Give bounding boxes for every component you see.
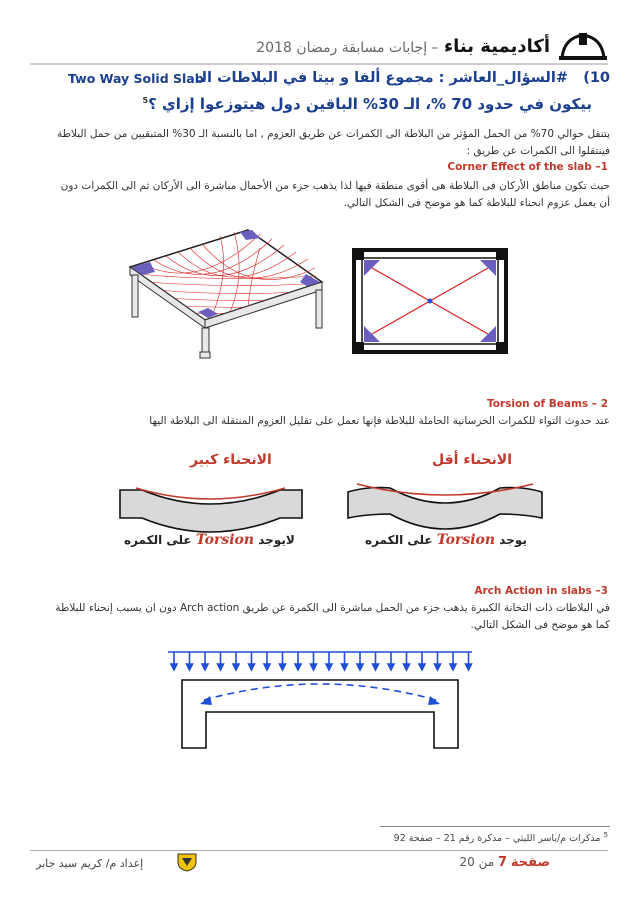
- question-line-1: [60, 70, 610, 96]
- footnote-number: 5: [603, 831, 608, 839]
- arch-action-figure: [160, 640, 480, 750]
- load-arrow-head: [435, 664, 441, 670]
- section-3-title: Arch Action in slabs –3: [474, 585, 608, 597]
- caption-with-torsion: يوجد: [499, 533, 527, 547]
- caption-no-torsion: لايوجد: [258, 533, 295, 547]
- brand-name: أكاديمية بناء: [443, 36, 550, 57]
- less-bending-label: الانحناء أقل: [432, 452, 513, 468]
- page-indicator: [459, 855, 550, 870]
- section-1-body: حيث تكون مناطق الأركان فى البلاطة هى أقوى منطقة فيها لذا يذهب جزء من الأحمال مباشرة الى الأركان ثم الى الكمرات دون أن يعمل عزوم انحناء للبلاطة كما هو موضح فى الشكل التالي.: [60, 180, 610, 209]
- question-line-2: [143, 95, 592, 113]
- section-1-title: Corner Effect of the slab –1: [447, 161, 608, 173]
- question-subtitle: بيكون في حدود 70 %، الـ 30% الباقين دول هيتوزعوا إزاي ؟: [148, 95, 592, 113]
- question-number: (10: [583, 70, 610, 86]
- load-arrow-head: [404, 664, 410, 670]
- header-subtitle: – إجابات مسابقة رمضان 2018: [256, 40, 439, 56]
- page-number: 7: [497, 855, 507, 870]
- footnote-marker: 5: [142, 96, 149, 105]
- intro-paragraph: يتنقل حوالي 70% من الحمل المؤثر من البلاطة الى الكمرات عن طريق العزوم , اما بالنسبة الـ 30% المتبقيين من حمل البلاطة فينتقلوا الى الكمرات عن طريق :: [57, 128, 610, 157]
- crest-icon: [176, 852, 198, 872]
- header-divider: [30, 63, 608, 65]
- header-title: [256, 36, 550, 57]
- torsion-word-right: Torsion: [195, 532, 255, 548]
- load-arrow-head: [357, 664, 363, 670]
- caption-on-beam-right: على الكمره: [124, 533, 192, 547]
- question-title-en: Two Way Solid Slab: [68, 71, 204, 86]
- torsion-word-left: Torsion: [436, 532, 496, 548]
- footer-divider: [30, 850, 608, 851]
- of-label: من: [478, 855, 495, 869]
- load-arrow-head: [218, 664, 224, 670]
- load-arrow-head: [466, 664, 472, 670]
- load-arrow-head: [280, 664, 286, 670]
- slab-mesh-figure: [120, 212, 330, 362]
- total-pages: 20: [459, 855, 475, 869]
- load-arrow-head: [419, 664, 425, 670]
- load-arrow-head: [233, 664, 239, 670]
- load-arrow-head: [342, 664, 348, 670]
- torsion-caption-left: [365, 532, 527, 548]
- load-arrow-head: [202, 664, 208, 670]
- load-arrow-head: [311, 664, 317, 670]
- load-arrow-head: [388, 664, 394, 670]
- torsion-caption-right: [124, 532, 295, 548]
- footnote: [394, 831, 608, 844]
- section-2-body: عند حدوث التواء للكمرات الخرسانية الحاملة للبلاطة فإنها تعمل على تقليل العزوم المنتقلة الى البلاطة اليها: [149, 415, 610, 427]
- load-arrow-head: [264, 664, 270, 670]
- load-arrow-head: [373, 664, 379, 670]
- footnote-divider: [380, 826, 610, 827]
- footnote-text: مذكرات م/ياسر الليثي – مذكرة رقم 21 – صفحة 92: [393, 833, 601, 845]
- load-arrow-head: [326, 664, 332, 670]
- question-title: #السؤال_العاشر : مجموع ألفا و بيتا في البلاطات الـ: [196, 70, 568, 86]
- author: إعداد م/ كريم سيد جابر: [36, 857, 144, 870]
- load-arrow-head: [249, 664, 255, 670]
- page-label: صفحة: [510, 855, 550, 870]
- load-arrow-head: [450, 664, 456, 670]
- large-bending-label: الانحناء كبير: [190, 452, 272, 468]
- caption-on-beam-left: على الكمره: [365, 533, 433, 547]
- section-3-body: في البلاطات ذات التخانة الكبيرة يذهب جزء من الحمل مباشرة الى الكمرة عن طريق Arch action دون ان يسبب إنحناء للبلاطة كما هو موضح فى الشكل التالي.: [55, 602, 610, 631]
- helmet-icon: [558, 30, 608, 62]
- load-arrow-head: [187, 664, 193, 670]
- slab-plan-figure: [350, 246, 510, 356]
- load-arrow-head: [171, 664, 177, 670]
- load-arrow-head: [295, 664, 301, 670]
- section-2-title: Torsion of Beams – 2: [486, 398, 608, 410]
